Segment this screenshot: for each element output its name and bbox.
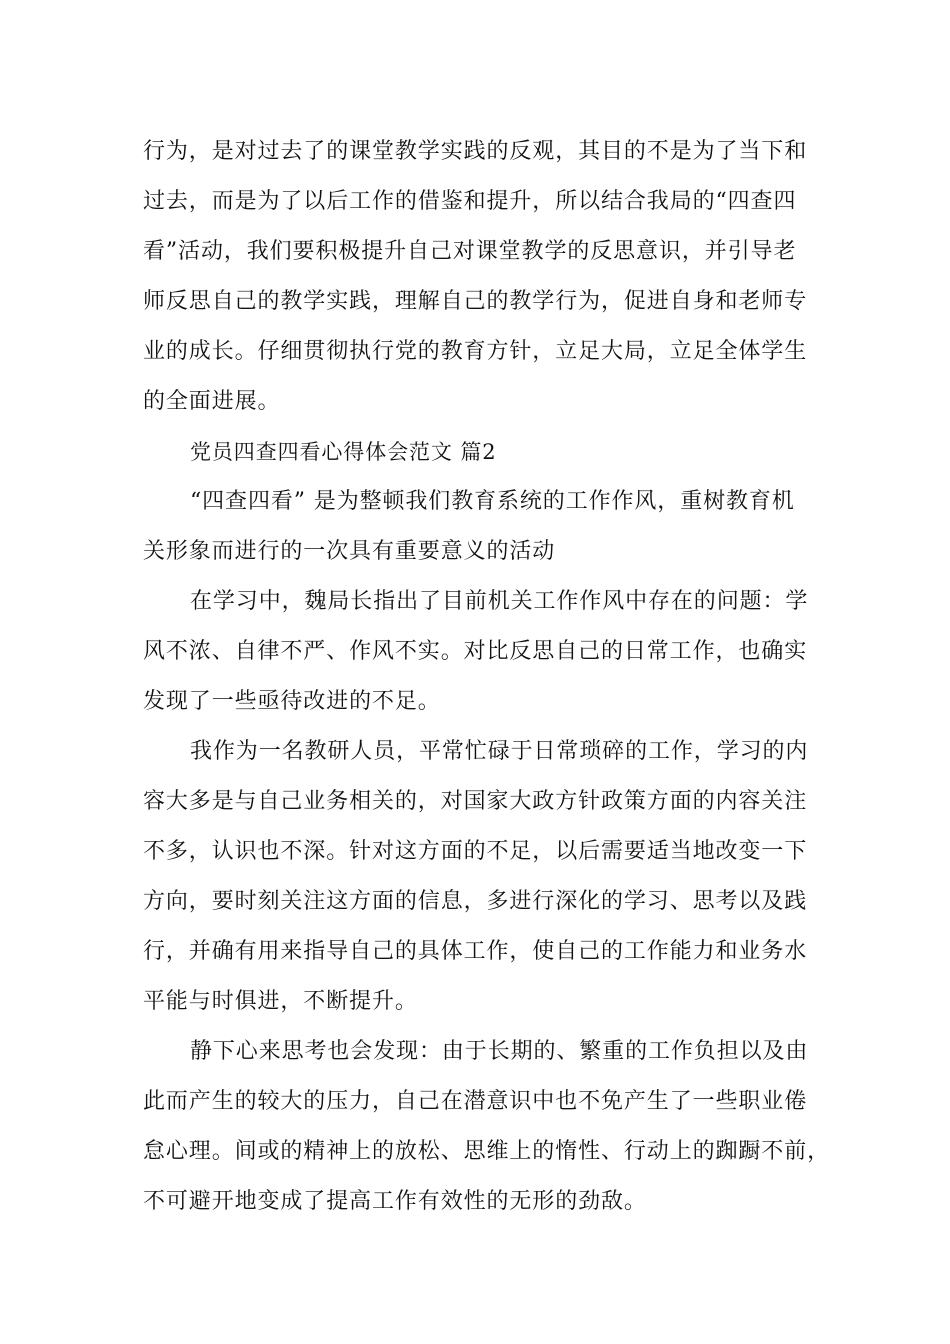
text-line: 我作为一名教研人员，平常忙碌于日常琐碎的工作，学习的内 <box>190 739 809 764</box>
text-line: 不多，认识也不深。针对这方面的不足，以后需要适当地改变一下 <box>143 839 808 864</box>
text-line: 关形象而进行的一次具有重要意义的活动 <box>143 539 556 564</box>
text-line: 看”活动，我们要积极提升自己对课堂教学的反思意识，并引导老 <box>143 239 797 264</box>
text-line: 平能与时俱进，不断提升。 <box>143 989 418 1014</box>
text-line: 业的成长。仔细贯彻执行党的教育方针，立足大局，立足全体学生 <box>143 339 808 364</box>
text-line: 静下心来思考也会发现：由于长期的、繁重的工作负担以及由 <box>190 1039 809 1064</box>
text-line: 行，并确有用来指导自己的具体工作，使自己的工作能力和业务水 <box>143 939 808 964</box>
text-line: 发现了一些亟待改进的不足。 <box>143 689 441 714</box>
text-line: 在学习中，魏局长指出了目前机关工作作风中存在的问题：学 <box>190 589 809 614</box>
text-line: 容大多是与自己业务相关的，对国家大政方针政策方面的内容关注 <box>143 789 808 814</box>
section-heading: 党员四查四看心得体会范文 篇2 <box>190 440 497 464</box>
text-line: 行为，是对过去了的课堂教学实践的反观，其目的不是为了当下和 <box>143 139 808 164</box>
text-line: 的全面进展。 <box>143 389 281 414</box>
text-line: 过去，而是为了以后工作的借鉴和提升，所以结合我局的“四查四 <box>143 189 797 214</box>
text-line: 不可避开地变成了提高工作有效性的无形的劲敌。 <box>143 1189 647 1214</box>
text-line: 怠心理。间或的精神上的放松、思维上的惰性、行动上的踟蹰不前， <box>143 1139 831 1164</box>
text-line: 风不浓、自律不严、作风不实。对比反思自己的日常工作，也确实 <box>143 639 808 664</box>
text-line: 此而产生的较大的压力，自己在潜意识中也不免产生了一些职业倦 <box>143 1089 808 1114</box>
text-line: 师反思自己的教学实践，理解自己的教学行为，促进自身和老师专 <box>143 289 808 314</box>
text-line: 方向，要时刻关注这方面的信息，多进行深化的学习、思考以及践 <box>143 889 808 914</box>
text-line: “四查四看” 是为整顿我们教育系统的工作作风，重树教育机 <box>190 489 795 514</box>
